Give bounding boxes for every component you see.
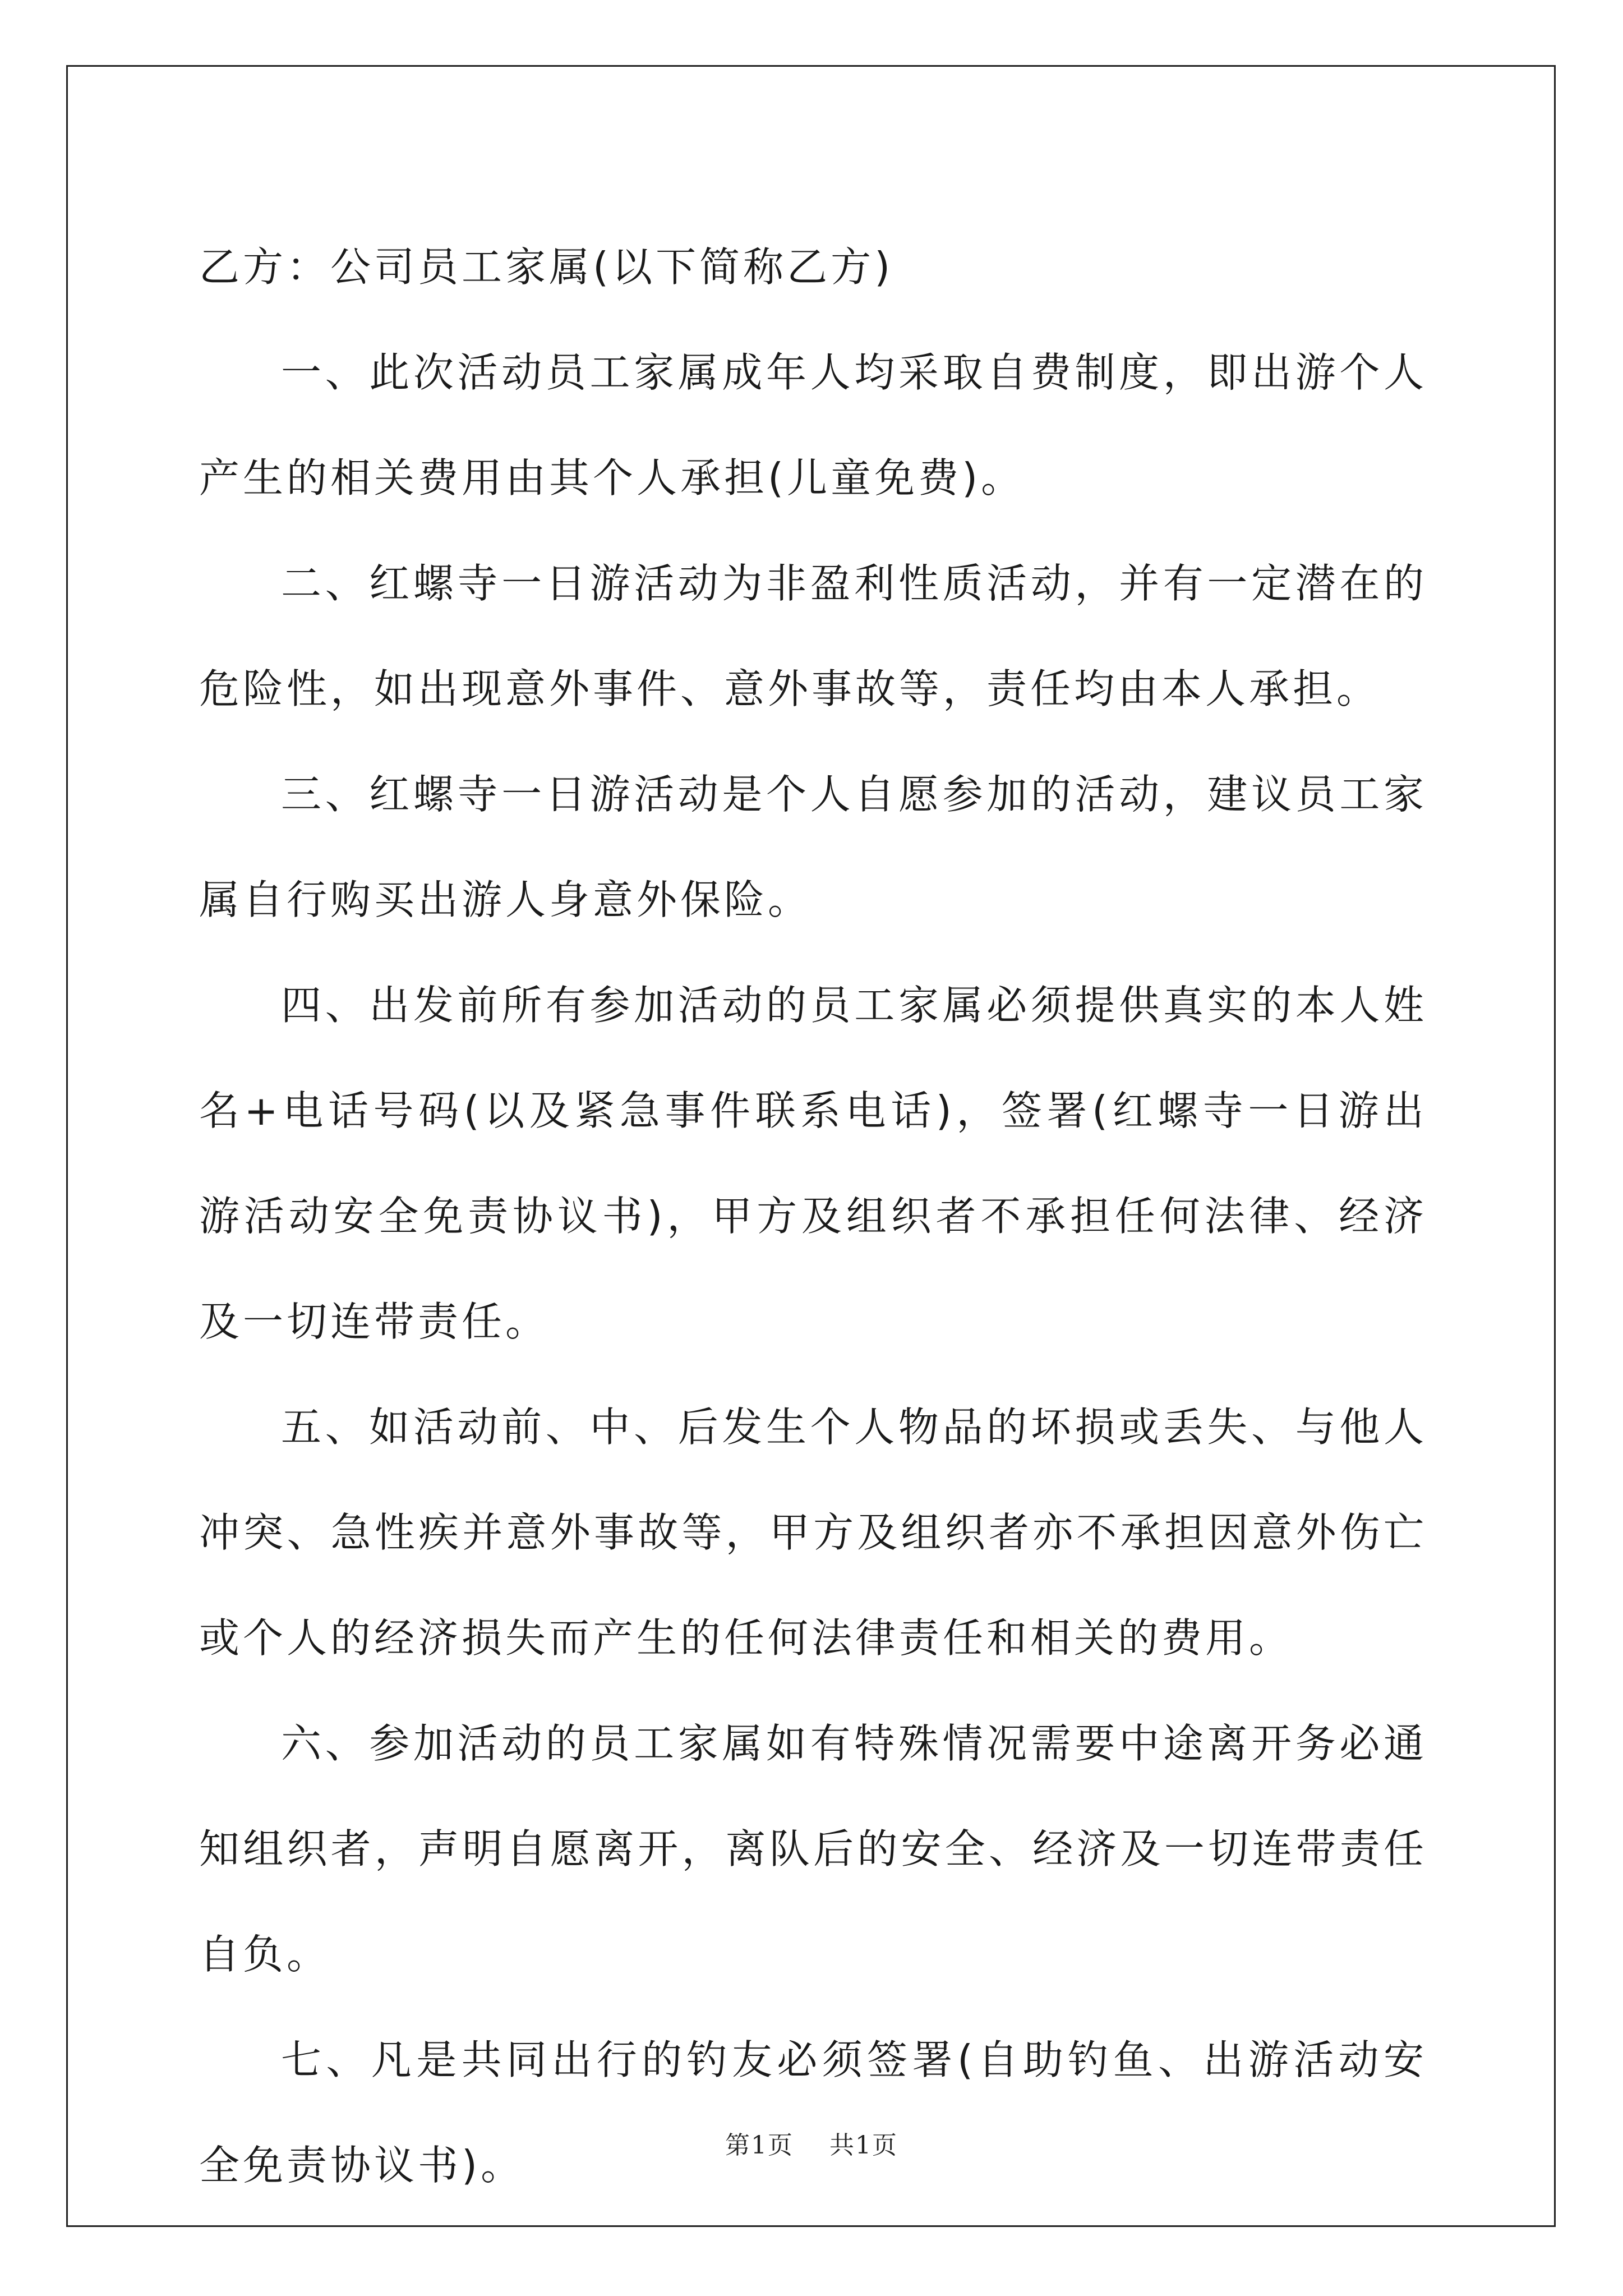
clause-1: 一、此次活动员工家属成年人均采取自费制度，即出游个人产生的相关费用由其个人承担(儿童免费)。 — [199, 349, 1427, 501]
document-body — [199, 214, 1427, 2218]
clause-3: 三、红螺寺一日游活动是个人自愿参加的活动，建议员工家属自行购买出游人身意外保险。 — [199, 771, 1427, 923]
page-number: 第1页 — [725, 2131, 794, 2160]
clause-6: 六、参加活动的员工家属如有特殊情况需要中途离开务必通知组织者，声明自愿离开，离队后的安全、经济及一切连带责任自负。 — [199, 1720, 1427, 1978]
clause-2: 二、红螺寺一日游活动为非盈利性质活动，并有一定潜在的危险性，如出现意外事件、意外事故等，责任均由本人承担。 — [199, 560, 1427, 712]
party-b-line: 乙方：公司员工家属(以下简称乙方) — [199, 243, 894, 291]
clause-4: 四、出发前所有参加活动的员工家属必须提供真实的本人姓名+电话号码(以及紧急事件联系电话)，签署(红螺寺一日游出游活动安全免责协议书)，甲方及组织者不承担任何法律、经济及一切连带责任。 — [199, 982, 1427, 1345]
clause-7: 七、凡是共同出行的钓友必须签署(自助钓鱼、出游活动安全免责协议书)。 — [199, 2036, 1427, 2189]
page-total: 共1页 — [829, 2131, 898, 2160]
clause-5: 五、如活动前、中、后发生个人物品的坏损或丢失、与他人冲突、急性疾并意外事故等，甲方及组织者亦不承担因意外伤亡或个人的经济损失而产生的任何法律责任和相关的费用。 — [199, 1404, 1427, 1662]
page-footer — [0, 2125, 1623, 2161]
